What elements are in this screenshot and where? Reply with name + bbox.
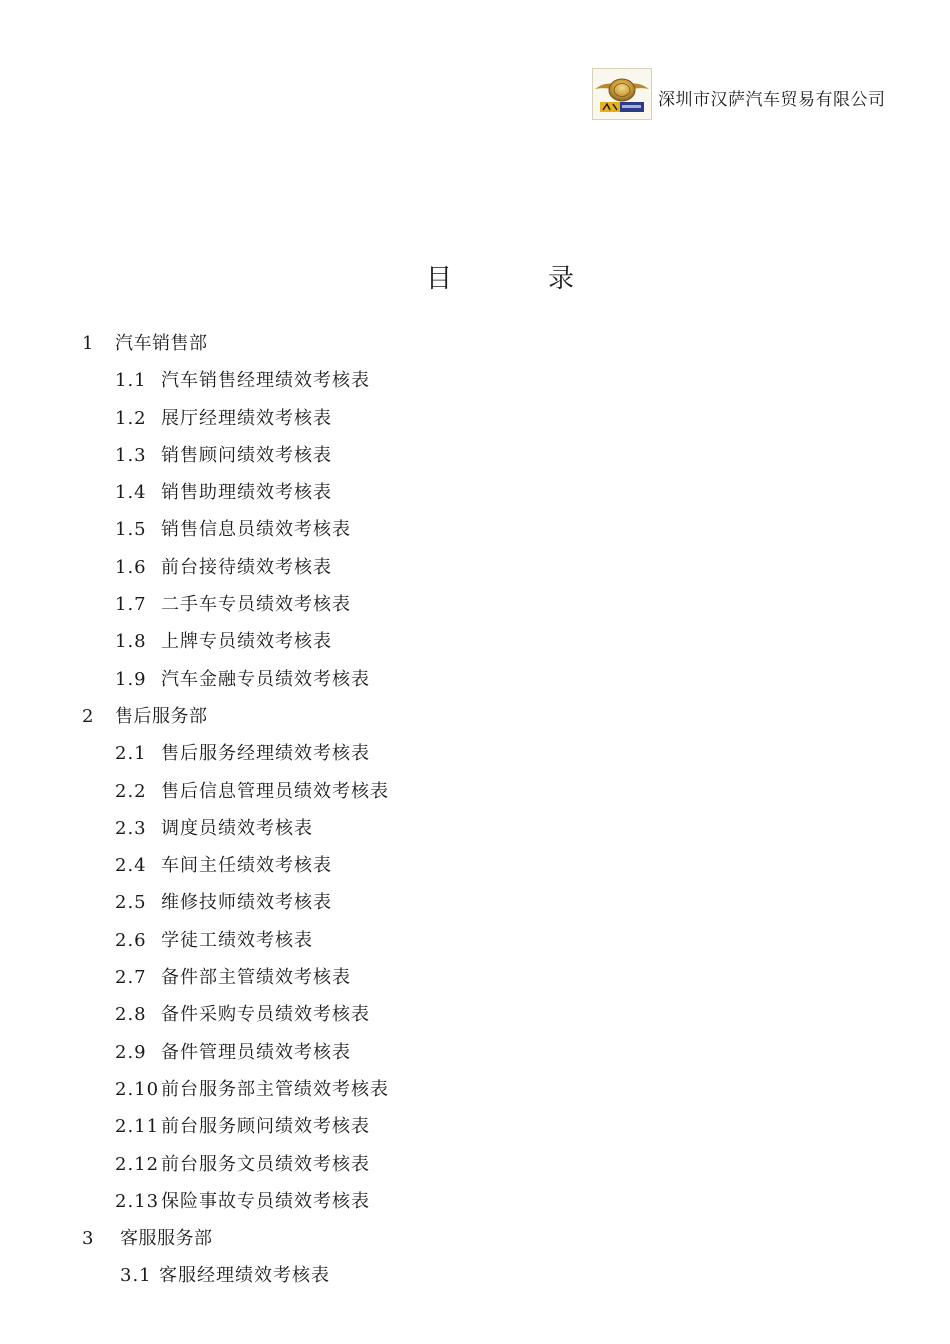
table-of-contents — [0, 330, 950, 1300]
toc-item[interactable] — [0, 1151, 950, 1188]
toc-item[interactable] — [0, 1039, 950, 1076]
toc-number: 1.7 — [115, 594, 147, 616]
toc-number: 1.6 — [115, 556, 147, 578]
toc-number: 1.2 — [115, 407, 147, 429]
toc-number: 2.11 — [115, 1116, 160, 1138]
toc-section[interactable] — [0, 1225, 950, 1262]
toc-section[interactable] — [0, 330, 950, 367]
toc-number: 2.9 — [115, 1041, 147, 1063]
toc-number: 2.13 — [115, 1190, 160, 1212]
toc-item[interactable] — [0, 740, 950, 777]
company-name: 深圳市汉萨汽车贸易有限公司 — [658, 89, 886, 110]
toc-label: 上牌专员绩效考核表 — [161, 631, 332, 653]
toc-item[interactable] — [0, 554, 950, 591]
title-char-2: 录 — [548, 264, 575, 294]
toc-item[interactable] — [0, 405, 950, 442]
toc-number: 2.4 — [115, 855, 147, 877]
toc-number: 3 — [82, 1228, 94, 1250]
toc-label: 维修技师绩效考核表 — [161, 892, 332, 914]
toc-label: 售后服务部 — [115, 705, 208, 727]
toc-label: 展厅经理绩效考核表 — [161, 407, 332, 429]
toc-item[interactable] — [0, 628, 950, 665]
toc-item[interactable] — [0, 964, 950, 1001]
toc-number: 2.6 — [115, 929, 147, 951]
page-title — [0, 258, 950, 295]
toc-number: 2.3 — [115, 817, 147, 839]
toc-item[interactable] — [0, 479, 950, 516]
toc-number: 1.3 — [115, 444, 147, 466]
toc-number: 2.12 — [115, 1153, 160, 1175]
hansa-winged-emblem-logo — [592, 68, 652, 120]
toc-label: 备件采购专员绩效考核表 — [161, 1004, 370, 1026]
toc-label: 前台服务部主管绩效考核表 — [161, 1078, 389, 1100]
toc-label: 前台服务文员绩效考核表 — [161, 1153, 370, 1175]
title-char-1: 目 — [425, 264, 452, 294]
toc-item[interactable] — [0, 927, 950, 964]
toc-label: 客服服务部 — [120, 1228, 213, 1250]
toc-label: 学徒工绩效考核表 — [161, 929, 313, 951]
toc-number: 2.8 — [115, 1004, 147, 1026]
toc-number: 2.1 — [115, 743, 147, 765]
toc-number: 1.5 — [115, 519, 147, 541]
toc-number: 2.5 — [115, 892, 147, 914]
toc-item[interactable] — [0, 815, 950, 852]
toc-label: 销售助理绩效考核表 — [161, 482, 332, 504]
toc-number: 2.2 — [115, 780, 147, 802]
toc-label: 汽车销售经理绩效考核表 — [161, 370, 370, 392]
toc-number: 1 — [82, 333, 94, 354]
toc-number: 3.1 — [120, 1265, 152, 1287]
toc-label: 备件部主管绩效考核表 — [161, 967, 351, 989]
toc-item[interactable] — [0, 666, 950, 703]
toc-item[interactable] — [0, 889, 950, 926]
toc-item[interactable] — [0, 1188, 950, 1225]
toc-label: 前台服务顾问绩效考核表 — [161, 1116, 370, 1138]
toc-label: 调度员绩效考核表 — [161, 817, 313, 839]
toc-item[interactable] — [0, 1001, 950, 1038]
toc-label: 销售信息员绩效考核表 — [161, 519, 351, 541]
toc-number: 1.8 — [115, 631, 147, 653]
toc-label: 汽车金融专员绩效考核表 — [161, 668, 370, 690]
toc-number: 1.4 — [115, 482, 147, 504]
toc-number: 2.7 — [115, 967, 147, 989]
toc-label: 汽车销售部 — [115, 333, 208, 354]
toc-item[interactable] — [0, 852, 950, 889]
toc-item[interactable] — [0, 1076, 950, 1113]
toc-label: 前台接待绩效考核表 — [161, 556, 332, 578]
toc-item[interactable] — [0, 1113, 950, 1150]
toc-label: 备件管理员绩效考核表 — [161, 1041, 351, 1063]
toc-section[interactable] — [0, 703, 950, 740]
toc-number: 2.10 — [115, 1078, 160, 1100]
toc-label: 二手车专员绩效考核表 — [161, 594, 351, 616]
toc-label: 售后信息管理员绩效考核表 — [161, 780, 389, 802]
toc-item[interactable] — [0, 1262, 950, 1299]
toc-number: 1.9 — [115, 668, 147, 690]
toc-item[interactable] — [0, 367, 950, 404]
toc-item[interactable] — [0, 591, 950, 628]
toc-label: 售后服务经理绩效考核表 — [161, 743, 370, 765]
toc-item[interactable] — [0, 516, 950, 553]
toc-label: 保险事故专员绩效考核表 — [161, 1190, 370, 1212]
toc-item[interactable] — [0, 442, 950, 479]
toc-number: 2 — [82, 705, 94, 727]
toc-label: 车间主任绩效考核表 — [161, 855, 332, 877]
toc-item[interactable] — [0, 778, 950, 815]
page-header — [592, 67, 886, 121]
toc-label: 客服经理绩效考核表 — [159, 1265, 330, 1287]
toc-number: 1.1 — [115, 370, 147, 392]
toc-label: 销售顾问绩效考核表 — [161, 444, 332, 466]
